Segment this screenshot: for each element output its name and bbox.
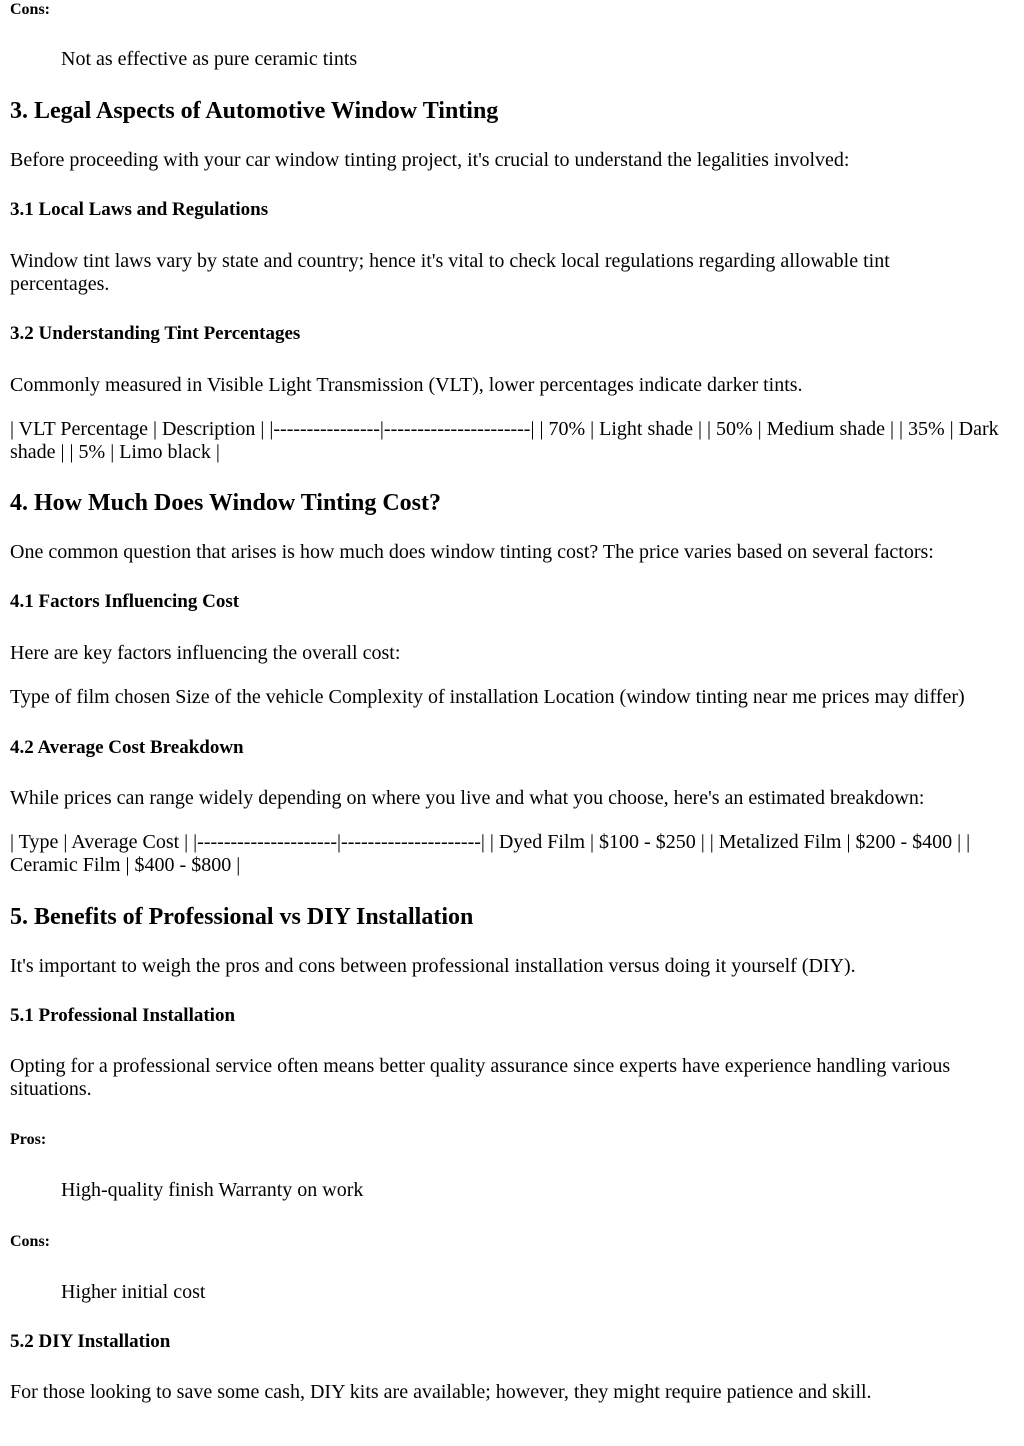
- section4-sub2-heading: 4.2 Average Cost Breakdown: [10, 737, 244, 758]
- section3-intro: Before proceeding with your car window tinting project, it's crucial to understand the legalities involved:: [10, 149, 850, 171]
- cons-text-2: Higher initial cost: [61, 1281, 206, 1303]
- section3-heading: 3. Legal Aspects of Automotive Window Tinting: [10, 98, 499, 124]
- section4-intro: One common question that arises is how much does window tinting cost? The price varies based on several factors:: [10, 541, 934, 563]
- cost-factors-text: Type of film chosen Size of the vehicle Complexity of installation Location (window tinting near me prices may differ): [10, 686, 965, 708]
- pros-text: High-quality finish Warranty on work: [61, 1179, 364, 1201]
- vlt-table-text: | VLT Percentage | Description | |----------------|----------------------| | 70% | Light shade | | 50% | Medium shade | | 35% | Dark shade | | 5% | Limo black |: [10, 418, 999, 463]
- section5-sub2-heading: 5.2 DIY Installation: [10, 1331, 171, 1352]
- section3-sub1-heading: 3.1 Local Laws and Regulations: [10, 199, 269, 220]
- section5-sub2-text: For those looking to save some cash, DIY kits are available; however, they might require patience and skill.: [10, 1381, 872, 1403]
- section5-sub1-heading: 5.1 Professional Installation: [10, 1005, 236, 1026]
- cons-label: Cons:: [10, 1, 51, 18]
- section5-heading: 5. Benefits of Professional vs DIY Installation: [10, 904, 474, 930]
- section4-sub2-text: While prices can range widely depending on where you live and what you choose, here's an estimated breakdown:: [10, 787, 925, 809]
- section3-sub1-text: Window tint laws vary by state and country; hence it's vital to check local regulations regarding allowable tint percentages.: [10, 250, 890, 295]
- section4-sub1-text: Here are key factors influencing the overall cost:: [10, 642, 401, 664]
- cost-table-text: | Type | Average Cost | |---------------------|---------------------| | Dyed Film | $100 - $250 | | Metalized Film | $200 - $400 | | Ceramic Film | $400 - $800 |: [10, 831, 971, 876]
- section5-intro: It's important to weigh the pros and cons between professional installation versus doing it yourself (DIY).: [10, 955, 856, 977]
- section3-sub2-heading: 3.2 Understanding Tint Percentages: [10, 323, 301, 344]
- cons-text: Not as effective as pure ceramic tints: [61, 48, 358, 70]
- pros-label: Pros:: [10, 1131, 47, 1148]
- section5-sub1-text: Opting for a professional service often means better quality assurance since experts have experience handling various situations.: [10, 1055, 951, 1100]
- section4-heading: 4. How Much Does Window Tinting Cost?: [10, 490, 441, 516]
- section4-sub1-heading: 4.1 Factors Influencing Cost: [10, 591, 240, 612]
- cons-label-2: Cons:: [10, 1233, 51, 1250]
- section3-sub2-text: Commonly measured in Visible Light Transmission (VLT), lower percentages indicate darker tints.: [10, 374, 803, 396]
